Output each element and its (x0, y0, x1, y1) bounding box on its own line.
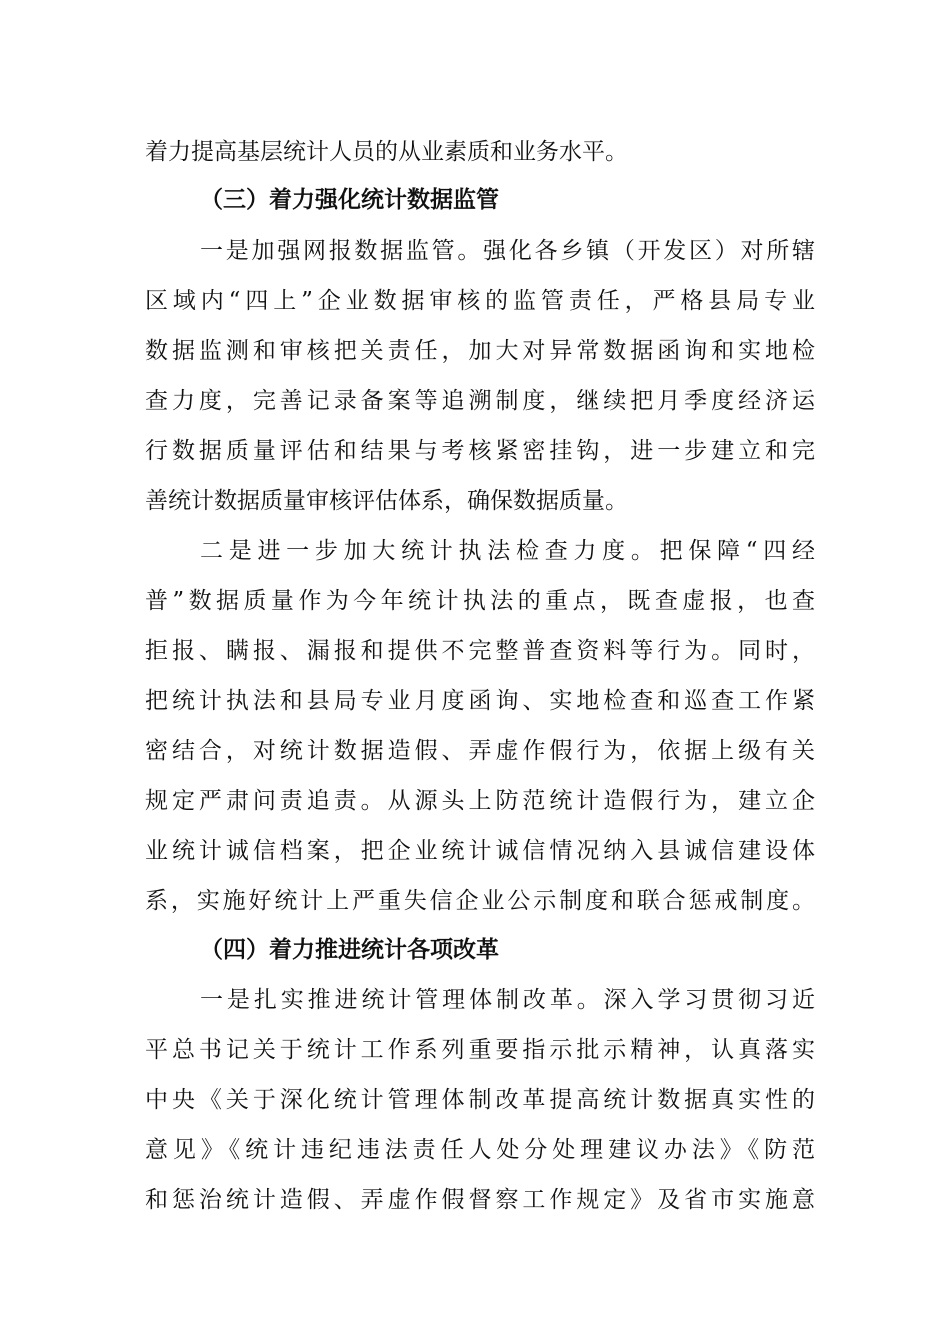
paragraph-line: 数据监测和审核把关责任，加大对异常数据函询和实地检 (145, 338, 815, 364)
paragraph-line: 业统计诚信档案，把企业统计诚信情况纳入县诚信建设体 (145, 838, 815, 864)
paragraph-line: 系，实施好统计上严重失信企业公示制度和联合惩戒制度。 (145, 888, 815, 914)
paragraph-line: 查力度，完善记录备案等追溯制度，继续把月季度经济运 (145, 388, 815, 414)
paragraph-line: 区域内“四上”企业数据审核的监管责任，严格县局专业 (145, 288, 815, 314)
paragraph-line: 和惩治统计造假、弄虚作假督察工作规定》及省市实施意 (145, 1187, 815, 1213)
section-heading-4: （四）着力推进统计各项改革 (200, 936, 499, 963)
paragraph-line: 意见》《统计违纪违法责任人处分处理建议办法》《防范 (145, 1137, 815, 1163)
paragraph-line: 平总书记关于统计工作系列重要指示批示精神，认真落实 (145, 1037, 815, 1063)
paragraph-line: 善统计数据质量审核评估体系，确保数据质量。 (145, 488, 628, 514)
paragraph-line: 中央《关于深化统计管理体制改革提高统计数据真实性的 (145, 1087, 815, 1113)
paragraph-line: 密结合，对统计数据造假、弄虚作假行为，依据上级有关 (145, 738, 815, 764)
paragraph-line: 一是扎实推进统计管理体制改革。深入学习贯彻习近 (200, 987, 815, 1013)
paragraph-line: 普”数据质量作为今年统计执法的重点，既查虚报，也查 (145, 588, 815, 614)
paragraph-line: 二是进一步加大统计执法检查力度。把保障“四经 (200, 538, 815, 564)
paragraph-line: 规定严肃问责追责。从源头上防范统计造假行为，建立企 (145, 788, 815, 814)
paragraph-line: 行数据质量评估和结果与考核紧密挂钩，进一步建立和完 (145, 438, 815, 464)
paragraph-line: 着力提高基层统计人员的从业素质和业务水平。 (145, 139, 628, 165)
section-heading-3: （三）着力强化统计数据监管 (200, 186, 499, 213)
paragraph-line: 拒报、瞒报、漏报和提供不完整普查资料等行为。同时， (145, 638, 815, 664)
paragraph-line: 把统计执法和县局专业月度函询、实地检查和巡查工作紧 (145, 688, 815, 714)
paragraph-line: 一是加强网报数据监管。强化各乡镇（开发区）对所辖 (200, 238, 815, 264)
